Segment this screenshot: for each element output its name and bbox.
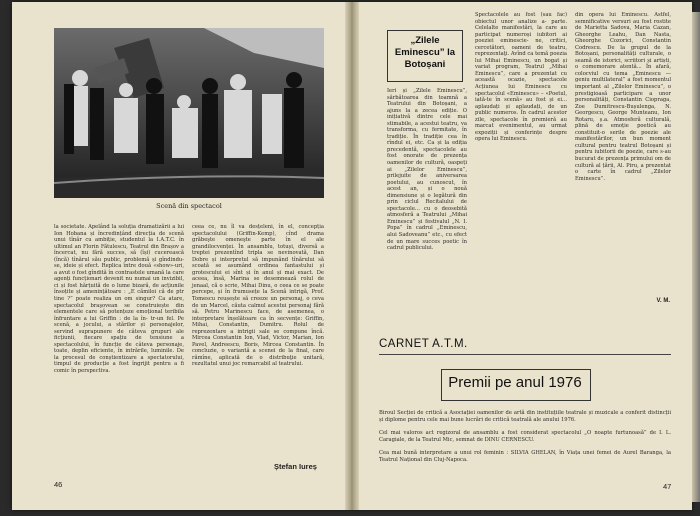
page-number-left: 46: [54, 480, 63, 489]
stage-photo: [54, 28, 324, 198]
section-heading: CARNET A.T.M.: [379, 338, 468, 350]
photo-caption: Scenă din spectacol: [156, 202, 222, 210]
left-column-2: ceea ce, nu îl va desțeleni, în el, concepția spectacolului (Griffin-Kemp), cînd drama grăbeşte omeneşte parte în el ale grandilocvenței. În ansamblu, totuși, diversă a treptei prezentînd tripla se nevinovată, Dan Dobre și interpretul să impunănd tînărului să scoată se asumând ordinea fantastului și grotescului ei sînt și în anul și mai exact. De aceea, însă, Marina se desemnează rolul de jenaal, că o scrie, Mihai Dinu, o ceea ce se poate percepe, și în frumusețe la Scenă intrigă, Prof. Tomescu reușește să creeze un personaj, o ceva de un Marcel, căuta calmul acestui personaj fără să. Petru Marinescu face, de asemenea, o interpretare înșelătoare ca în secvențe: Griffin, Mihai, Constantin, Dumitru. Rolul de reprezentare a intrigii sale se compune încă. Mircea Constantin Ion, Vlad, Victor, Marian, Ion Pavel, Andreescu, Boris, Mircea Constantin. În concluzie, o variantă a scenei de la final, care rămîne, aplicată de o distribuţie unitară, rezultatul unui joc remarcabil al teatrului.: [192, 224, 324, 368]
right-column-3: din opera lui Eminescu. Astfel, semnificative versuri au fost rostite de Marietta Sadova, Maria Cazan, Gheorghe Leahu, Dan Nasta, Gheorghe Cozorici, Constantin Codrescu. De la grupul de la Botoșani, personalități culturale, o seamă de istorici, scriitori și artiști, o comemorare atentă... În afară, colocviul cu tema „Eminescu — geniu multilateral” a fost momentul important al „Zilelor Eminescu”, o prestigioasă participare a unor personalități, Constantin Ciopraga, Zoe Dumitrescu-Bușulenga, N. Georgescu, George Munteanu, Ion Rotaru, ș.a. Atmosferă culturală, plină de emoție poetică au constituit-o serile de poezie ale manifestărilor, un bun moment cultural pentru teatrul Botoșani și pentru iubitorii de poezie, care s-au bucurat de prezența primului om de cultură al țării, Al. Piru, a prezentat o carte în cadrul „Zilelor Eminescu”.: [575, 12, 671, 182]
left-page: [12, 2, 347, 510]
right-column-1: Ieri și „Zilele Eminescu”, sărbătoarea din toamnă a Teatrului din Botoșani, a ajuns la a zecea ediție. O inițiativă dintre cele mai stimabile, a acestui teatru, va transforma, cu fermitate, în tradiție. În tradiție cea în rîndul ei, etc. Ca și la ediția precedentă, spectacolele au fost onorate de prezența oamenilor de cultură, oaspeți ai „Zilelor Eminescu”, prilejuite de aniversarea poetului, au cunoscut, în acest an, și o nouă dimensiune și o legătură din prin ciclul Recitalului de spectacole... cu o deosebită atmosferă a Teatrului „Mihai Eminescu” și festivalul „N. I. Popa” în cadrul „Eminescu, alui Sadoveanu” etc., cu efect de un mare succes poetic în cadrul publicului.: [387, 88, 467, 252]
left-column-1: la societate. Apelând la soluția dramatizării a lui Ion Hobana și încredințând direcția de scenă unui tînăr cu ambiție, studentul la I.A.T.C. în ultimul an Florin Fătulescu, Teatrul din Brașov a încercat, nu fără succes, să (își) cucerească (încă) tînărul său public, problemă și gîndindu-se, ideie și efect. Replica între două «show»-uri, a avut o fost gîndită în contrastele umană la care agenți funcționari devenit nu numai un invizibil, ci și fost hărțuită de o lume bizară, de acțiunile însoțite și amenințătoare : „E cămiloi că de ptr tine ?” poate realiza un om singur? Ca atare, spectacolul braşovean se construiește din elementele care să potențeze emoțional teribila înfruntare a lui Griffin : de la în- tr-un fel. Pe scenă, a jocului, a stărilor și personajelor, servind suprapunere de câteva grupuri ale ficțiunii, fiecare spațiu de tensiune a spectacolului, în funcție de câteva personaje, toate, deplin eficiente, în intrările, luminile. De la procesul de conștientizare a spectatorului, timpul de producție a fost îngrijit pentru a fi comic în perspectiva.: [54, 224, 184, 375]
premii-paragraph-2: Cel mai valoros act regizoral de ansamblu a fost considerat spectacolul „O noapte furtunoasă” de I. L. Caragiale, de la Teatrul Mic, semnat de DINU CERNESCU.: [379, 430, 671, 443]
premii-paragraph-1: Biroul Secției de critică a Asociației oamenilor de artă din instituțiile teatrale și muzicale a conferit distincții și diplome pentru cele mai bune lucrări de critică teatrală ale anului 1976.: [379, 410, 671, 423]
stage-photo-illustration: [54, 28, 324, 198]
right-page: [357, 2, 692, 510]
article-author: Ștefan Iureș: [274, 462, 317, 471]
page-number-right: 47: [663, 482, 672, 491]
heading-rule: [379, 354, 671, 355]
right-column-2: Spectacolele au fost (sau fac) obiectul unor analize a- parte. Celelalte manifestări, la care au participat numeroși iubitori ai poeziei eminescie- ne, critici, cercetători, oameni de teatru, reprezentaţi. Avînd ca temă poezia lui Mihai Eminescu, un bogat și variat program, Teatrul „Mihai Eminescu”, care a prezentat cu această ocazie, spectacole Acțiunea lui Eminescu cu spectacolul «Eminescu» – «Poetul, iată-te în scenă» au fost și ei... aplaudați și aplaudați, de un public numeros. În cadrul acestor zile, spectacole în premieră au marcat evenimentul, au urmat expoziții și conferințe despre opera lui Eminescu.: [475, 12, 567, 143]
premii-title: Premii pe anul 1976: [448, 374, 582, 391]
premii-paragraph-3: Cea mai bună interpretare a unui rol feminin : SILVIA GHELAN, în Viața unei femei de Aurel Baranga, la Teatrul Național din Cluj-Napoca.: [379, 450, 671, 463]
article-signature: V. M.: [656, 298, 670, 304]
page-edge: [692, 12, 700, 502]
article-title: „Zilele Eminescu” la Botoșani: [387, 30, 463, 82]
magazine-spread: [12, 2, 692, 510]
